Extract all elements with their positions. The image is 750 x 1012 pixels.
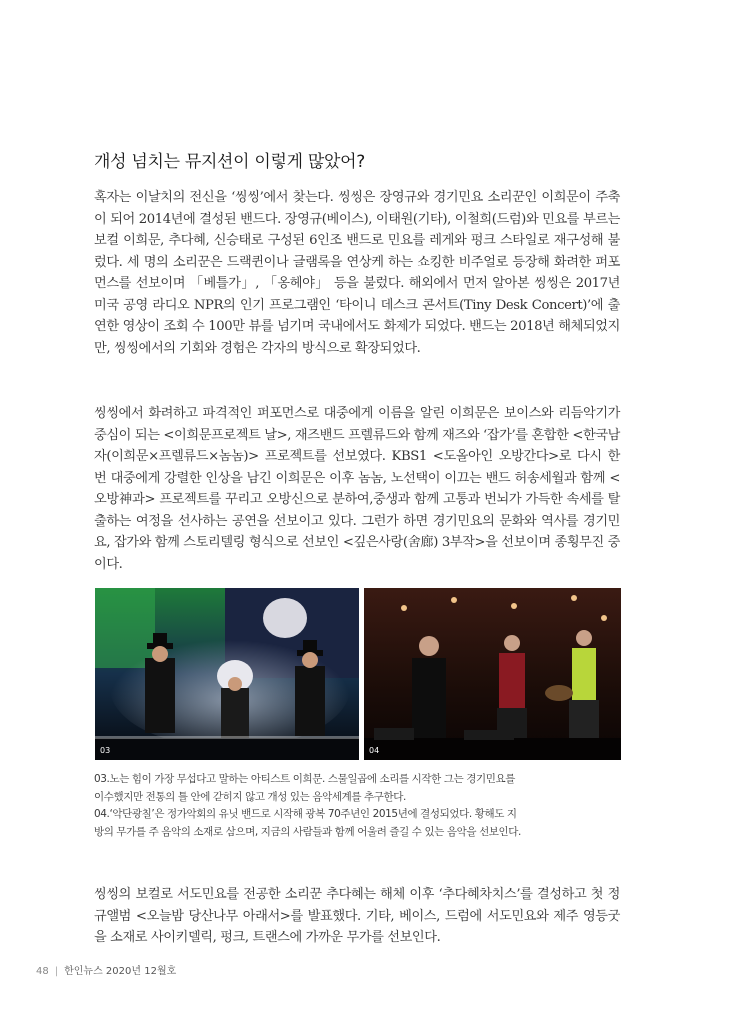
caption-line-4: 방의 무가를 주 음악의 소재로 삼으며, 지금의 사람들과 함께 어울려 즐길 수 있는 음악을 선보인다. [94, 825, 521, 838]
page-footer [36, 962, 176, 977]
photo-akdan-gwangchil-performance [364, 588, 621, 760]
body-paragraph-2: 씽씽에서 화려하고 파격적인 퍼포먼스로 대중에게 이름을 알린 이희문은 보이스와 리듬악기가 중심이 되는 <이희문프로젝트 날>, 재즈밴드 프렐류드와 함께 재즈와 ‘잡가’를 혼합한 <한국남자(이희문×프렐류드×놈놈)> 프로젝트를 선보였다. KBS1 <도올아인 오방간다>로 다시 한 번 대중에게 강렬한 인상을 남긴 이희문은 이후 놈놈, 노선택이 이끄는 밴드 허송세월과 함께 <오방神과> 프로젝트를 꾸리고 오방신으로 분하여,중생과 함께 고통과 번뇌가 가득한 속세를 탈출하는 여정을 선사하는 공연을 선보이고 있다. 그런가 하면 경기민요의 문화와 역사를 경기민요, 잡가와 함께 스토리텔링 형식으로 선보인 <깊은사랑(舍廊) 3부작>을 선보이며 종횡무진 중이다. [94, 406, 620, 572]
photo-number-04: 04 [369, 746, 380, 755]
page-number: 48 [36, 966, 49, 977]
caption-line-3: 04.‘악단광칠’은 정가악회의 유닛 밴드로 시작해 광복 70주년인 2015년에 결성되었다. 황해도 지 [94, 808, 517, 820]
photo-number-03: 03 [100, 746, 111, 755]
photo-captions [94, 771, 620, 841]
body-paragraph-3: 씽씽의 보컬로 서도민요를 전공한 소리꾼 추다혜는 해체 이후 ‘추다혜차치스’를 결성하고 첫 정규앨범 <오늘밤 당산나무 아래서>를 발표했다. 기타, 베이스, 드럼에 서도민요와 제주 영등굿을 소재로 사이키델릭, 펑크, 트랜스에 가까운 무가를 선보인다. [94, 887, 620, 945]
photo-lee-heemoon-performance [95, 588, 359, 760]
stage-illustration-04 [364, 588, 621, 760]
body-paragraph-1: 혹자는 이날치의 전신을 ‘씽씽’에서 찾는다. 씽씽은 장영규와 경기민요 소리꾼인 이희문이 주축이 되어 2014년에 결성된 밴드다. 장영규(베이스), 이태원(기타), 이철희(드럼)와 민요를 부르는 보컬 이희문, 추다혜, 신승태로 구성된 6인조 밴드로 민요를 레게와 펑크 스타일로 재구성해 불렀다. 세 명의 소리꾼은 드랙퀸이나 글램록을 연상케 하는 쇼킹한 비주얼로 등장해 화려한 퍼포먼스를 선보이며 「베틀가」, 「옹헤야」 등을 불렀다. 해외에서 먼저 알아본 씽씽은 2017년 미국 공영 라디오 NPR의 인기 프로그램인 ‘타이니 데스크 콘서트(Tiny Desk Concert)’에 출연한 영상이 조회 수 100만 뷰를 넘기며 국내에서도 화제가 되었다. 밴드는 2018년 해체되었지만, 씽씽에서의 기회와 경험은 각자의 방식으로 확장되었다. [94, 190, 620, 356]
caption-line-1: 03.노는 힘이 가장 무섭다고 말하는 아티스트 이희문. 스물일곱에 소리를 시작한 그는 경기민요를 [94, 773, 515, 785]
section-heading: 개성 넘치는 뮤지션이 이렇게 많았어? [94, 152, 365, 172]
footer-divider: | [54, 966, 59, 977]
stage-illustration-03 [95, 588, 359, 760]
publication-name: 한인뉴스 2020년 12월호 [64, 966, 177, 977]
caption-line-2: 이수했지만 전통의 틀 안에 갇히지 않고 개성 있는 음악세계를 추구한다. [94, 790, 406, 803]
